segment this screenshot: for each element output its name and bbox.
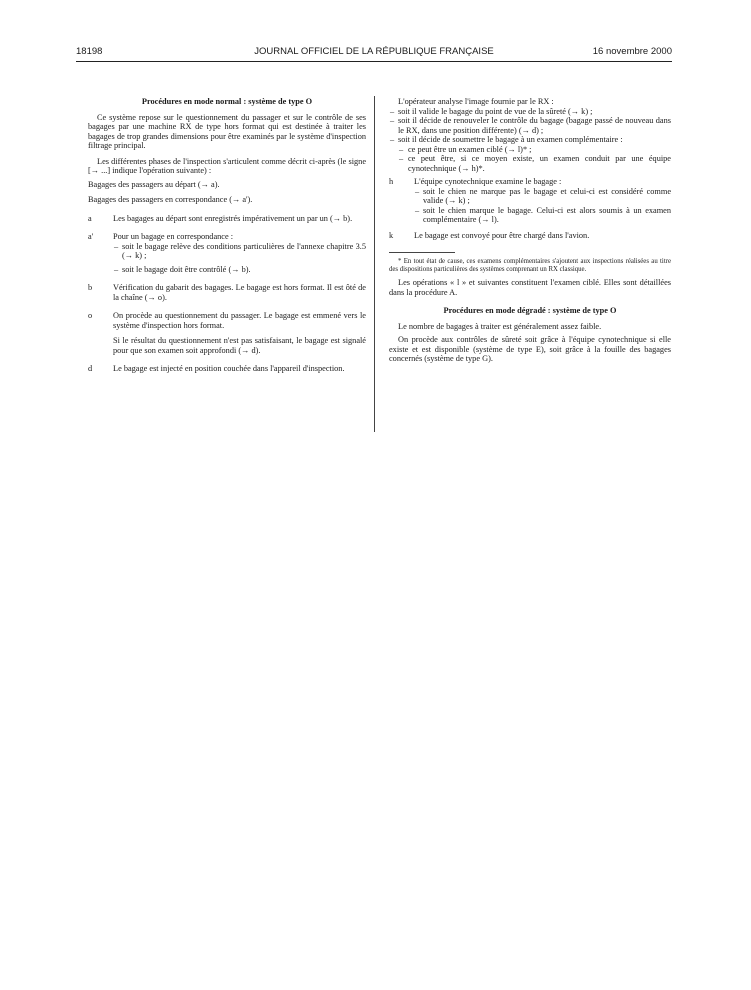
journal-title: JOURNAL OFFICIEL DE LA RÉPUBLIQUE FRANÇAISE	[254, 46, 494, 57]
phases-paragraph: Les différentes phases de l'inspection s'articulent comme décrit ci-après (le signe [→ ...] indique l'opération suivante) :	[88, 156, 366, 175]
operator-option: – soit il décide de soumettre le bagage à un examen complémentaire :	[389, 135, 671, 145]
step-text: Le bagage est convoyé pour être chargé dans l'avion.	[414, 230, 590, 240]
column-divider	[374, 96, 375, 432]
step-text: Les bagages au départ sont enregistrés impérativement un par un (→ b).	[113, 213, 353, 223]
step-subitem: – soit le chien ne marque pas le bagage et celui-ci est considéré comme valide (→ k) ;	[414, 187, 671, 206]
step-a-prime	[88, 232, 366, 274]
step-label: d	[88, 364, 93, 373]
degrade-paragraph-2: On procède aux contrôles de sûreté soit grâce à l'équipe cynotechnique si elle existe et est disponible (système de type E), soit grâce à la fouille des bagages concernés (système de type G).	[389, 335, 671, 363]
right-column	[389, 97, 671, 364]
page-number: 18198	[76, 46, 103, 57]
step-text-continued: Si le résultat du questionnement n'est pas satisfaisant, le bagage est signalé pour que son examen soit approfondi (→ d).	[113, 336, 366, 355]
correspondance-line: Bagages des passagers en correspondance (→ a').	[88, 195, 253, 204]
step-label: h	[389, 177, 394, 186]
section-heading-degrade: Procédures en mode dégradé : système de type O	[443, 306, 617, 315]
step-subitem: – soit le chien marque le bagage. Celui-ci est alors soumis à un examen complémentaire (→ l).	[414, 206, 671, 225]
degrade-paragraph-1: Le nombre de bagages à traiter est généralement assez faible.	[398, 321, 602, 331]
step-label: a	[88, 213, 92, 223]
step-text: Vérification du gabarit des bagages. Le bagage est hors format. Il est ôté de la chaîne (→ o).	[113, 283, 366, 302]
step-k	[389, 231, 671, 241]
operations-l-paragraph: Les opérations « l » et suivantes constituent l'examen ciblé. Elles sont détaillées dans la procédure A.	[389, 278, 671, 297]
publication-date: 16 novembre 2000	[592, 46, 672, 57]
step-o	[88, 311, 366, 355]
step-text: On procède au questionnement du passager. Le bagage est emmené vers le système d'inspection hors format.	[113, 311, 366, 330]
step-label: k	[389, 230, 394, 240]
footnote: * En tout état de cause, ces examens complémentaires s'ajoutent aux inspections réalisées au titre des dispositions particulières des systèmes comprenant un RX classique.	[389, 258, 671, 273]
step-subitem: – soit le bagage relève des conditions particulières de l'annexe chapitre 3.5 (→ k) ;	[113, 242, 366, 261]
step-label: a'	[88, 232, 94, 241]
step-h	[389, 177, 671, 225]
operator-option: – soit il valide le bagage du point de vue de la sûreté (→ k) ;	[389, 107, 671, 117]
operator-analysis: L'opérateur analyse l'image fournie par le RX :	[398, 97, 554, 106]
page-header	[76, 46, 672, 60]
left-column	[88, 97, 366, 374]
footnote-rule	[389, 252, 455, 253]
step-d	[88, 364, 366, 374]
step-text: L'équipe cynotechnique examine le bagage :	[414, 177, 562, 186]
operator-suboption: – ce peut être, si ce moyen existe, un examen conduit par une équipe cynotechnique (→ h)*.	[389, 154, 671, 173]
step-label: o	[88, 311, 93, 320]
section-heading-normal: Procédures en mode normal : système de type O	[141, 97, 313, 106]
step-text: Pour un bagage en correspondance :	[113, 232, 234, 241]
step-a	[88, 214, 366, 224]
step-b	[88, 283, 366, 302]
intro-paragraph: Ce système repose sur le questionnement du passager et sur le contrôle de ses bagages par une machine RX de type hors format qui est destinée à traiter les bagages de trop grandes dimensions pour être examinés par le système d'inspection filtrage principal.	[88, 112, 366, 150]
depart-line: Bagages des passagers au départ (→ a).	[88, 179, 220, 189]
step-label: b	[88, 283, 93, 292]
step-subitem: – soit le bagage doit être contrôlé (→ b).	[113, 265, 366, 275]
step-text: Le bagage est injecté en position couchée dans l'appareil d'inspection.	[113, 364, 345, 373]
header-rule	[76, 61, 672, 62]
operator-suboption: – ce peut être un examen ciblé (→ l)* ;	[389, 145, 671, 155]
operator-option: – soit il décide de renouveler le contrôle du bagage (bagage passé de nouveau dans le RX, dans une position différente) (→ d) ;	[389, 116, 671, 135]
